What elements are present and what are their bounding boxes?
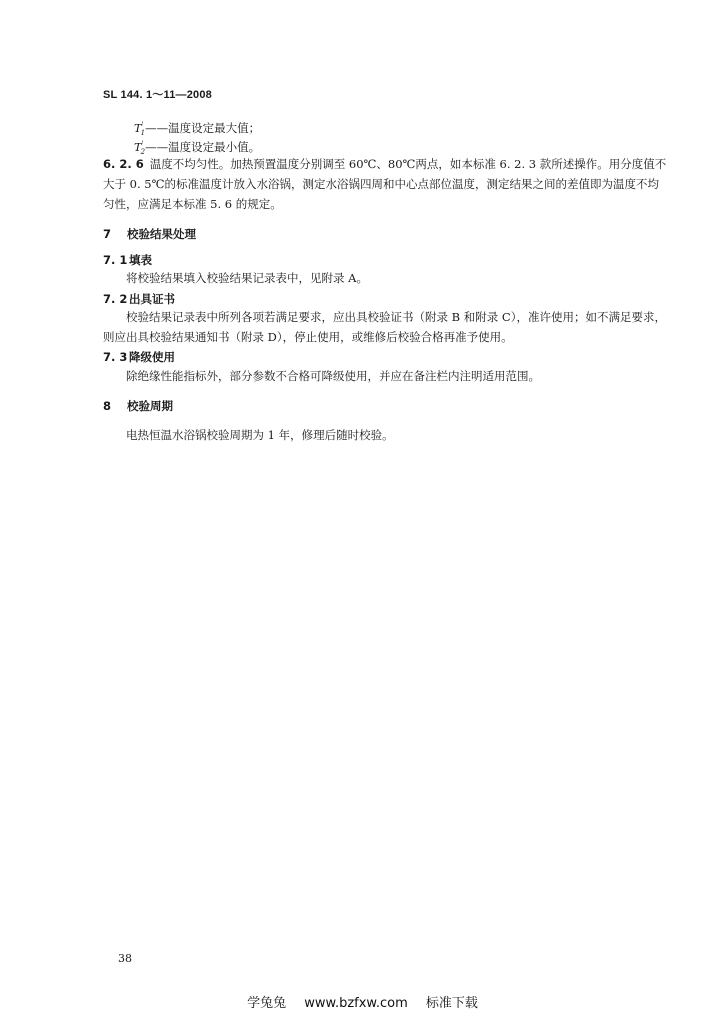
definition-text: ——温度设定最大值； xyxy=(145,120,261,135)
subsection-7-2-text: 校验结果记录表中所列各项若满足要求，应出具校验证书（附录 B 和附录 C），准许使用；如不满足要求，则应出具校验结果通知书（附录 D），停止使用，或维修后校验合格再准予使用。 xyxy=(103,310,666,344)
subsection-number: 7. 3 xyxy=(103,350,128,364)
site-name: 学兔兔 xyxy=(247,996,287,1011)
subsection-7-3-text: 除绝缘性能指标外，部分参数不合格可降级使用，并应在备注栏内注明适用范围。 xyxy=(126,369,540,383)
site-tagline: 标准下载 xyxy=(425,996,478,1011)
section-8-text: 电热恒温水浴锅校验周期为 1 年，修理后随时校验。 xyxy=(126,428,394,442)
subsection-7-1-heading xyxy=(103,252,152,268)
clause-6-2-6 xyxy=(103,154,670,214)
clause-text: 温度不均匀性。加热预置温度分别调至 60℃、80℃两点，如本标准 6. 2. 3 款所述操作。用分度值不大于 0. 5℃的标准温度计放入水浴锅，测定水浴锅四周和中心点部位温度，测定结果之间的差值即为温度不均匀性，应满足本标准 5. 6 的规定。 xyxy=(103,157,667,211)
subsection-7-2-heading xyxy=(103,291,175,307)
section-title: 校验结果处理 xyxy=(127,227,196,241)
footer-watermark xyxy=(0,992,725,1011)
page-number: 38 xyxy=(118,952,132,965)
subsection-7-3-heading xyxy=(103,349,175,365)
section-7-heading xyxy=(103,226,196,242)
subsection-title: 出具证书 xyxy=(129,292,175,306)
symbol: $T'_1$ xyxy=(134,120,146,138)
site-url[interactable]: www.bzfxw.com xyxy=(304,996,408,1011)
clause-number: 6. 2. 6 xyxy=(103,157,144,171)
definition-text: ——温度设定最小值。 xyxy=(145,139,261,154)
subsection-number: 7. 2 xyxy=(103,292,128,306)
section-number: 7 xyxy=(103,227,112,241)
subsection-number: 7. 1 xyxy=(103,253,128,267)
symbol: $T'_2$ xyxy=(134,139,146,157)
section-title: 校验周期 xyxy=(127,399,173,413)
subsection-title: 降级使用 xyxy=(129,350,175,364)
standard-code: SL 144. 1～11—2008 xyxy=(103,89,212,101)
subsection-7-1-text: 将校验结果填入校验结果记录表中，见附录 A。 xyxy=(126,271,368,285)
subsection-title: 填表 xyxy=(129,253,152,267)
section-number: 8 xyxy=(103,399,112,413)
section-8-heading xyxy=(103,398,173,414)
